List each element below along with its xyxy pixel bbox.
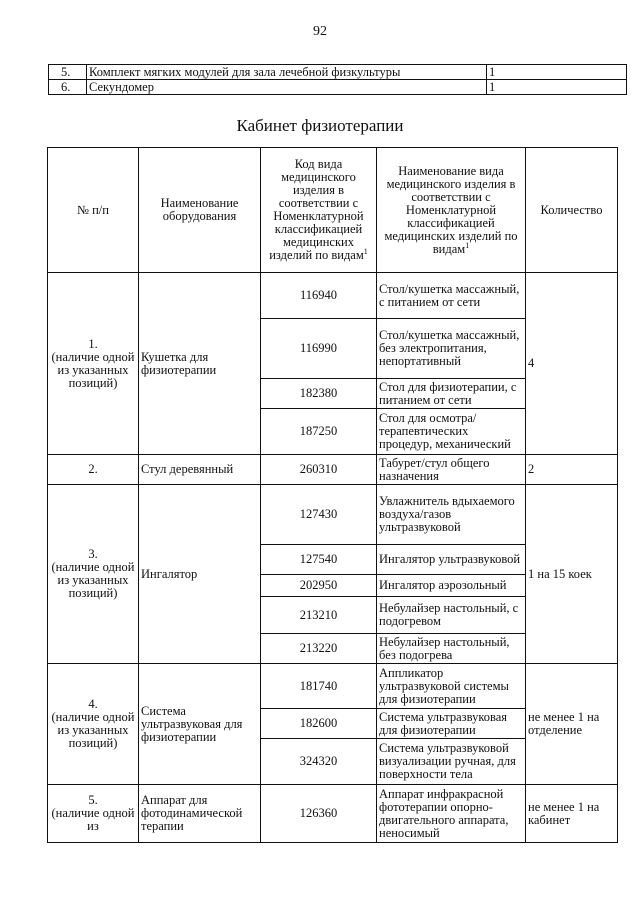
quantity: 1 xyxy=(487,80,627,95)
row-number: 5. xyxy=(49,65,87,80)
device-code: 213220 xyxy=(261,634,377,664)
quantity: не менее 1 на отделение xyxy=(526,664,618,785)
top-table xyxy=(48,64,627,95)
device-code: 202950 xyxy=(261,575,377,597)
device-type-name: Система ультразвуковой визуализации ручная, для поверхности тела xyxy=(377,739,526,785)
device-code: 127540 xyxy=(261,545,377,575)
equipment-name: Аппарат для фотодинамической терапии xyxy=(139,785,261,843)
device-type-name: Ингалятор ультразвуковой xyxy=(377,545,526,575)
device-type-name: Увлажнитель вдыхаемого воздуха/газов ультразвуковой xyxy=(377,485,526,545)
row-number: 5. (наличие одной из xyxy=(48,785,139,843)
device-type-name: Небулайзер настольный, с подогревом xyxy=(377,597,526,634)
row-number: 2. xyxy=(48,455,139,485)
device-code: 181740 xyxy=(261,664,377,709)
table-row xyxy=(48,273,618,319)
equipment-name: Система ультразвуковая для физиотерапии xyxy=(139,664,261,785)
device-code: 182380 xyxy=(261,379,377,409)
device-type-name: Аппликатор ультразвуковой системы для физиотерапии xyxy=(377,664,526,709)
table-header-row xyxy=(48,148,618,273)
device-type-name: Стол/кушетка массажный, без электропитания, непортативный xyxy=(377,319,526,379)
header-equipment: Наименование оборудования xyxy=(139,148,261,273)
header-code-text: Код вида медицинского изделия в соответствии с Номенклатурной классификацией медицинских изделий по видам xyxy=(269,157,364,262)
footnote-marker: 1 xyxy=(363,246,368,256)
quantity: не менее 1 на кабинет xyxy=(526,785,618,843)
page-number: 92 xyxy=(313,24,327,39)
header-quantity: Количество xyxy=(526,148,618,273)
device-type-name: Ингалятор аэрозольный xyxy=(377,575,526,597)
header-type-name xyxy=(377,148,526,273)
row-number: 1. (наличие одной из указанных позиций) xyxy=(48,273,139,455)
section-title: Кабинет физиотерапии xyxy=(236,116,404,135)
row-number: 6. xyxy=(49,80,87,95)
device-code: 126360 xyxy=(261,785,377,843)
quantity: 4 xyxy=(526,273,618,455)
equipment-table xyxy=(47,147,618,843)
equipment-name: Кушетка для физиотерапии xyxy=(139,273,261,455)
device-code: 324320 xyxy=(261,739,377,785)
quantity: 1 на 15 коек xyxy=(526,485,618,664)
quantity: 2 xyxy=(526,455,618,485)
device-code: 182600 xyxy=(261,709,377,739)
device-code: 116990 xyxy=(261,319,377,379)
device-code: 127430 xyxy=(261,485,377,545)
quantity: 1 xyxy=(487,65,627,80)
equipment-name: Комплект мягких модулей для зала лечебной физкультуры xyxy=(87,65,487,80)
device-code: 213210 xyxy=(261,597,377,634)
device-type-name: Аппарат инфракрасной фототерапии опорно-двигательного аппарата, неносимый xyxy=(377,785,526,843)
table-row xyxy=(48,485,618,545)
table-row xyxy=(49,65,627,80)
device-type-name: Стол для физиотерапии, с питанием от сети xyxy=(377,379,526,409)
row-number: 4. (наличие одной из указанных позиций) xyxy=(48,664,139,785)
device-type-name: Небулайзер настольный, без подогрева xyxy=(377,634,526,664)
equipment-name: Ингалятор xyxy=(139,485,261,664)
footnote-marker: 1 xyxy=(465,240,470,250)
equipment-name: Стул деревянный xyxy=(139,455,261,485)
device-type-name: Система ультразвуковая для физиотерапии xyxy=(377,709,526,739)
device-code: 116940 xyxy=(261,273,377,319)
table-row xyxy=(48,664,618,709)
table-row xyxy=(48,455,618,485)
device-code: 260310 xyxy=(261,455,377,485)
header-number: № п/п xyxy=(48,148,139,273)
row-number: 3. (наличие одной из указанных позиций) xyxy=(48,485,139,664)
device-type-name: Стол для осмотра/терапевтических процедур, механический xyxy=(377,409,526,455)
header-type-name-text: Наименование вида медицинского изделия в соответствии с Номенклатурной классификацией медицинских изделий по видам xyxy=(384,163,518,256)
device-type-name: Стол/кушетка массажный, с питанием от сети xyxy=(377,273,526,319)
table-row xyxy=(48,785,618,843)
device-code: 187250 xyxy=(261,409,377,455)
header-code xyxy=(261,148,377,273)
device-type-name: Табурет/стул общего назначения xyxy=(377,455,526,485)
table-row xyxy=(49,80,627,95)
equipment-name: Секундомер xyxy=(87,80,487,95)
